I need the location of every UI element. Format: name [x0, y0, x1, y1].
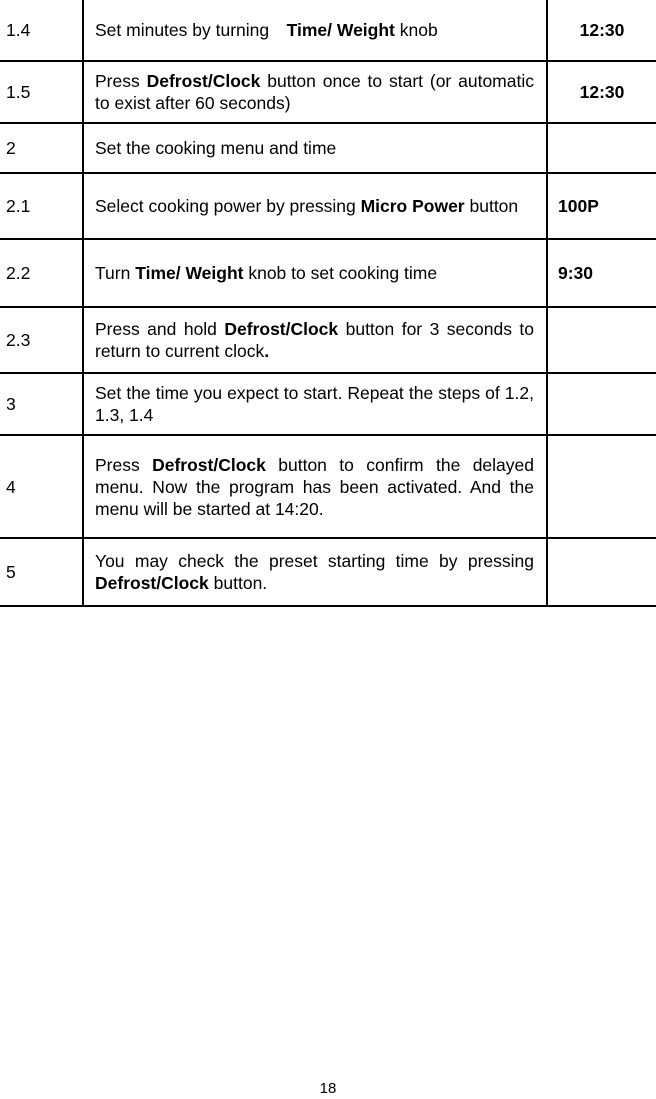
button-name: Micro Power — [360, 196, 465, 216]
description-text: knob — [394, 20, 438, 40]
description-text: button once to start (or automatic to exist after 60 seconds) — [95, 71, 534, 113]
description-text: button. — [208, 573, 268, 593]
step-number: 5 — [0, 538, 83, 606]
description-text: Press — [95, 454, 153, 475]
description-text: button for 3 seconds to return to current clock — [95, 319, 534, 361]
step-description — [83, 61, 547, 123]
step-number: 4 — [0, 435, 83, 538]
table-row — [0, 61, 656, 123]
display-value: 12:30 — [547, 0, 656, 61]
step-number: 1.4 — [0, 0, 83, 61]
display-value: 12:30 — [547, 61, 656, 123]
description-text: Set the time you expect to start. Repeat the steps of 1.2, 1.3, 1.4 — [95, 383, 534, 425]
button-name: Defrost/Clock — [152, 454, 266, 475]
description-text: button — [464, 196, 519, 216]
step-number: 2.2 — [0, 239, 83, 307]
display-value: 100P — [547, 173, 656, 239]
button-name: Defrost/Clock — [95, 573, 209, 593]
table-row — [0, 307, 656, 373]
button-name: Time/ Weight — [286, 20, 395, 40]
description-text: You may check the preset starting time by pressing — [95, 551, 534, 571]
table-row — [0, 538, 656, 606]
table-row — [0, 373, 656, 435]
step-description — [83, 435, 547, 538]
step-number: 3 — [0, 373, 83, 435]
page-number: 18 — [319, 1080, 337, 1097]
table-row — [0, 173, 656, 239]
display-value — [547, 538, 656, 606]
description-text: Press and hold — [95, 319, 225, 339]
step-description — [83, 173, 547, 239]
display-value — [547, 373, 656, 435]
description-text: button to confirm the delayed menu. Now the program has been activated. And the menu will be started at 14:20. — [95, 454, 534, 519]
step-number: 2.3 — [0, 307, 83, 373]
step-description — [83, 0, 547, 61]
button-name: Defrost/Clock — [146, 71, 261, 91]
step-description — [83, 538, 547, 606]
step-number: 1.5 — [0, 61, 83, 123]
display-value: 9:30 — [547, 239, 656, 307]
display-value — [547, 307, 656, 373]
table-row — [0, 0, 656, 61]
display-value — [547, 123, 656, 173]
display-value — [547, 435, 656, 538]
step-description — [83, 239, 547, 307]
description-text: Set minutes by turning — [95, 20, 287, 40]
button-name: Time/ Weight — [135, 263, 244, 283]
description-text: Set the cooking menu and time — [95, 138, 337, 158]
table-row — [0, 239, 656, 307]
step-number: 2.1 — [0, 173, 83, 239]
step-description — [83, 123, 547, 173]
description-text: Select cooking power by pressing — [95, 196, 361, 216]
step-description — [83, 307, 547, 373]
step-description — [83, 373, 547, 435]
description-text: Press — [95, 71, 147, 91]
description-text: knob to set cooking time — [243, 263, 438, 283]
button-name: Defrost/Clock — [224, 319, 339, 339]
table-row — [0, 435, 656, 538]
description-text: Turn — [95, 263, 136, 283]
table-row — [0, 123, 656, 173]
description-text: . — [264, 341, 270, 361]
step-number: 2 — [0, 123, 83, 173]
